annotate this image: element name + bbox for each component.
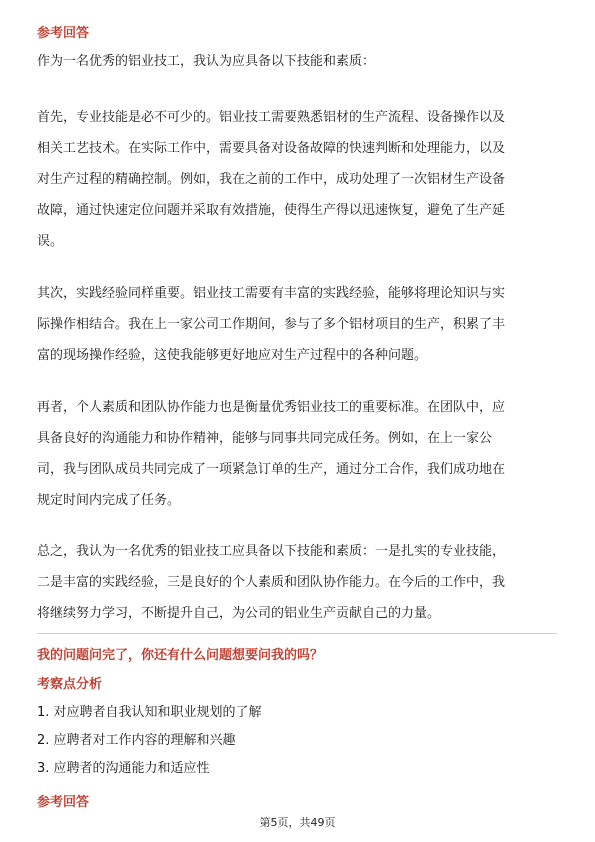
intro-line: 作为一名优秀的铝业技工，我认为应具备以下技能和素质： [37,54,376,69]
paragraph-line: 际操作相结合。我在上一家公司工作期间，参与了多个铝材项目的生产，积累了丰 [37,317,506,332]
paragraph-professional-skills [37,102,557,257]
intro-paragraph [37,46,557,77]
analysis-item: 2. 应聘者对工作内容的理解和兴趣 [37,733,236,748]
paragraph-line: 故障，通过快速定位问题并采取有效措施，使得生产得以迅速恢复，避免了生产延 [37,203,506,218]
paragraph-practical-experience [37,278,557,371]
paragraph-line: 将继续努力学习，不断提升自己，为公司的铝业生产贡献自己的力量。 [37,606,441,621]
section-divider [37,633,557,634]
paragraph-line: 二是丰富的实践经验，三是良好的个人素质和团队协作能力。在今后的工作中，我 [37,575,506,590]
paragraph-line: 司，我与团队成员共同完成了一项紧急订单的生产，通过分工合作，我们成功地在 [37,462,506,477]
reference-answer-heading-bottom: 参考回答 [37,795,90,810]
analysis-item: 3. 应聘者的沟通能力和适应性 [37,761,210,776]
paragraph-line: 规定时间内完成了任务。 [37,493,181,508]
paragraph-line: 其次，实践经验同样重要。铝业技工需要有丰富的实践经验，能够将理论知识与实 [37,286,506,301]
paragraph-line: 首先，专业技能是必不可少的。铝业技工需要熟悉铝材的生产流程、设备操作以及 [37,110,506,125]
page-number: 第5页，共49页 [259,816,336,829]
paragraph-line: 具备良好的沟通能力和协作精神，能够与同事共同完成任务。例如，在上一家公 [37,431,493,446]
analysis-item: 1. 对应聘者自我认知和职业规划的了解 [37,705,262,720]
reference-answer-heading: 参考回答 [37,26,90,41]
paragraph-line: 再者，个人素质和团队协作能力也是衡量优秀铝业技工的重要标准。在团队中，应 [37,400,506,415]
paragraph-line: 误。 [37,234,64,249]
paragraph-teamwork [37,392,557,516]
paragraph-line: 富的现场操作经验，这使我能够更好地应对生产过程中的各种问题。 [37,348,428,363]
paragraph-line: 对生产过程的精确控制。例如，我在之前的工作中，成功处理了一次铝材生产设备 [37,172,506,187]
interview-question: 我的问题问完了，你还有什么问题想要问我的吗？ [37,648,324,663]
paragraph-line: 总之，我认为一名优秀的铝业技工应具备以下技能和素质：一是扎实的专业技能， [37,544,506,559]
analysis-heading: 考察点分析 [37,677,103,692]
paragraph-summary [37,536,557,629]
paragraph-line: 相关工艺技术。在实际工作中，需要具备对设备故障的快速判断和处理能力，以及 [37,141,506,156]
